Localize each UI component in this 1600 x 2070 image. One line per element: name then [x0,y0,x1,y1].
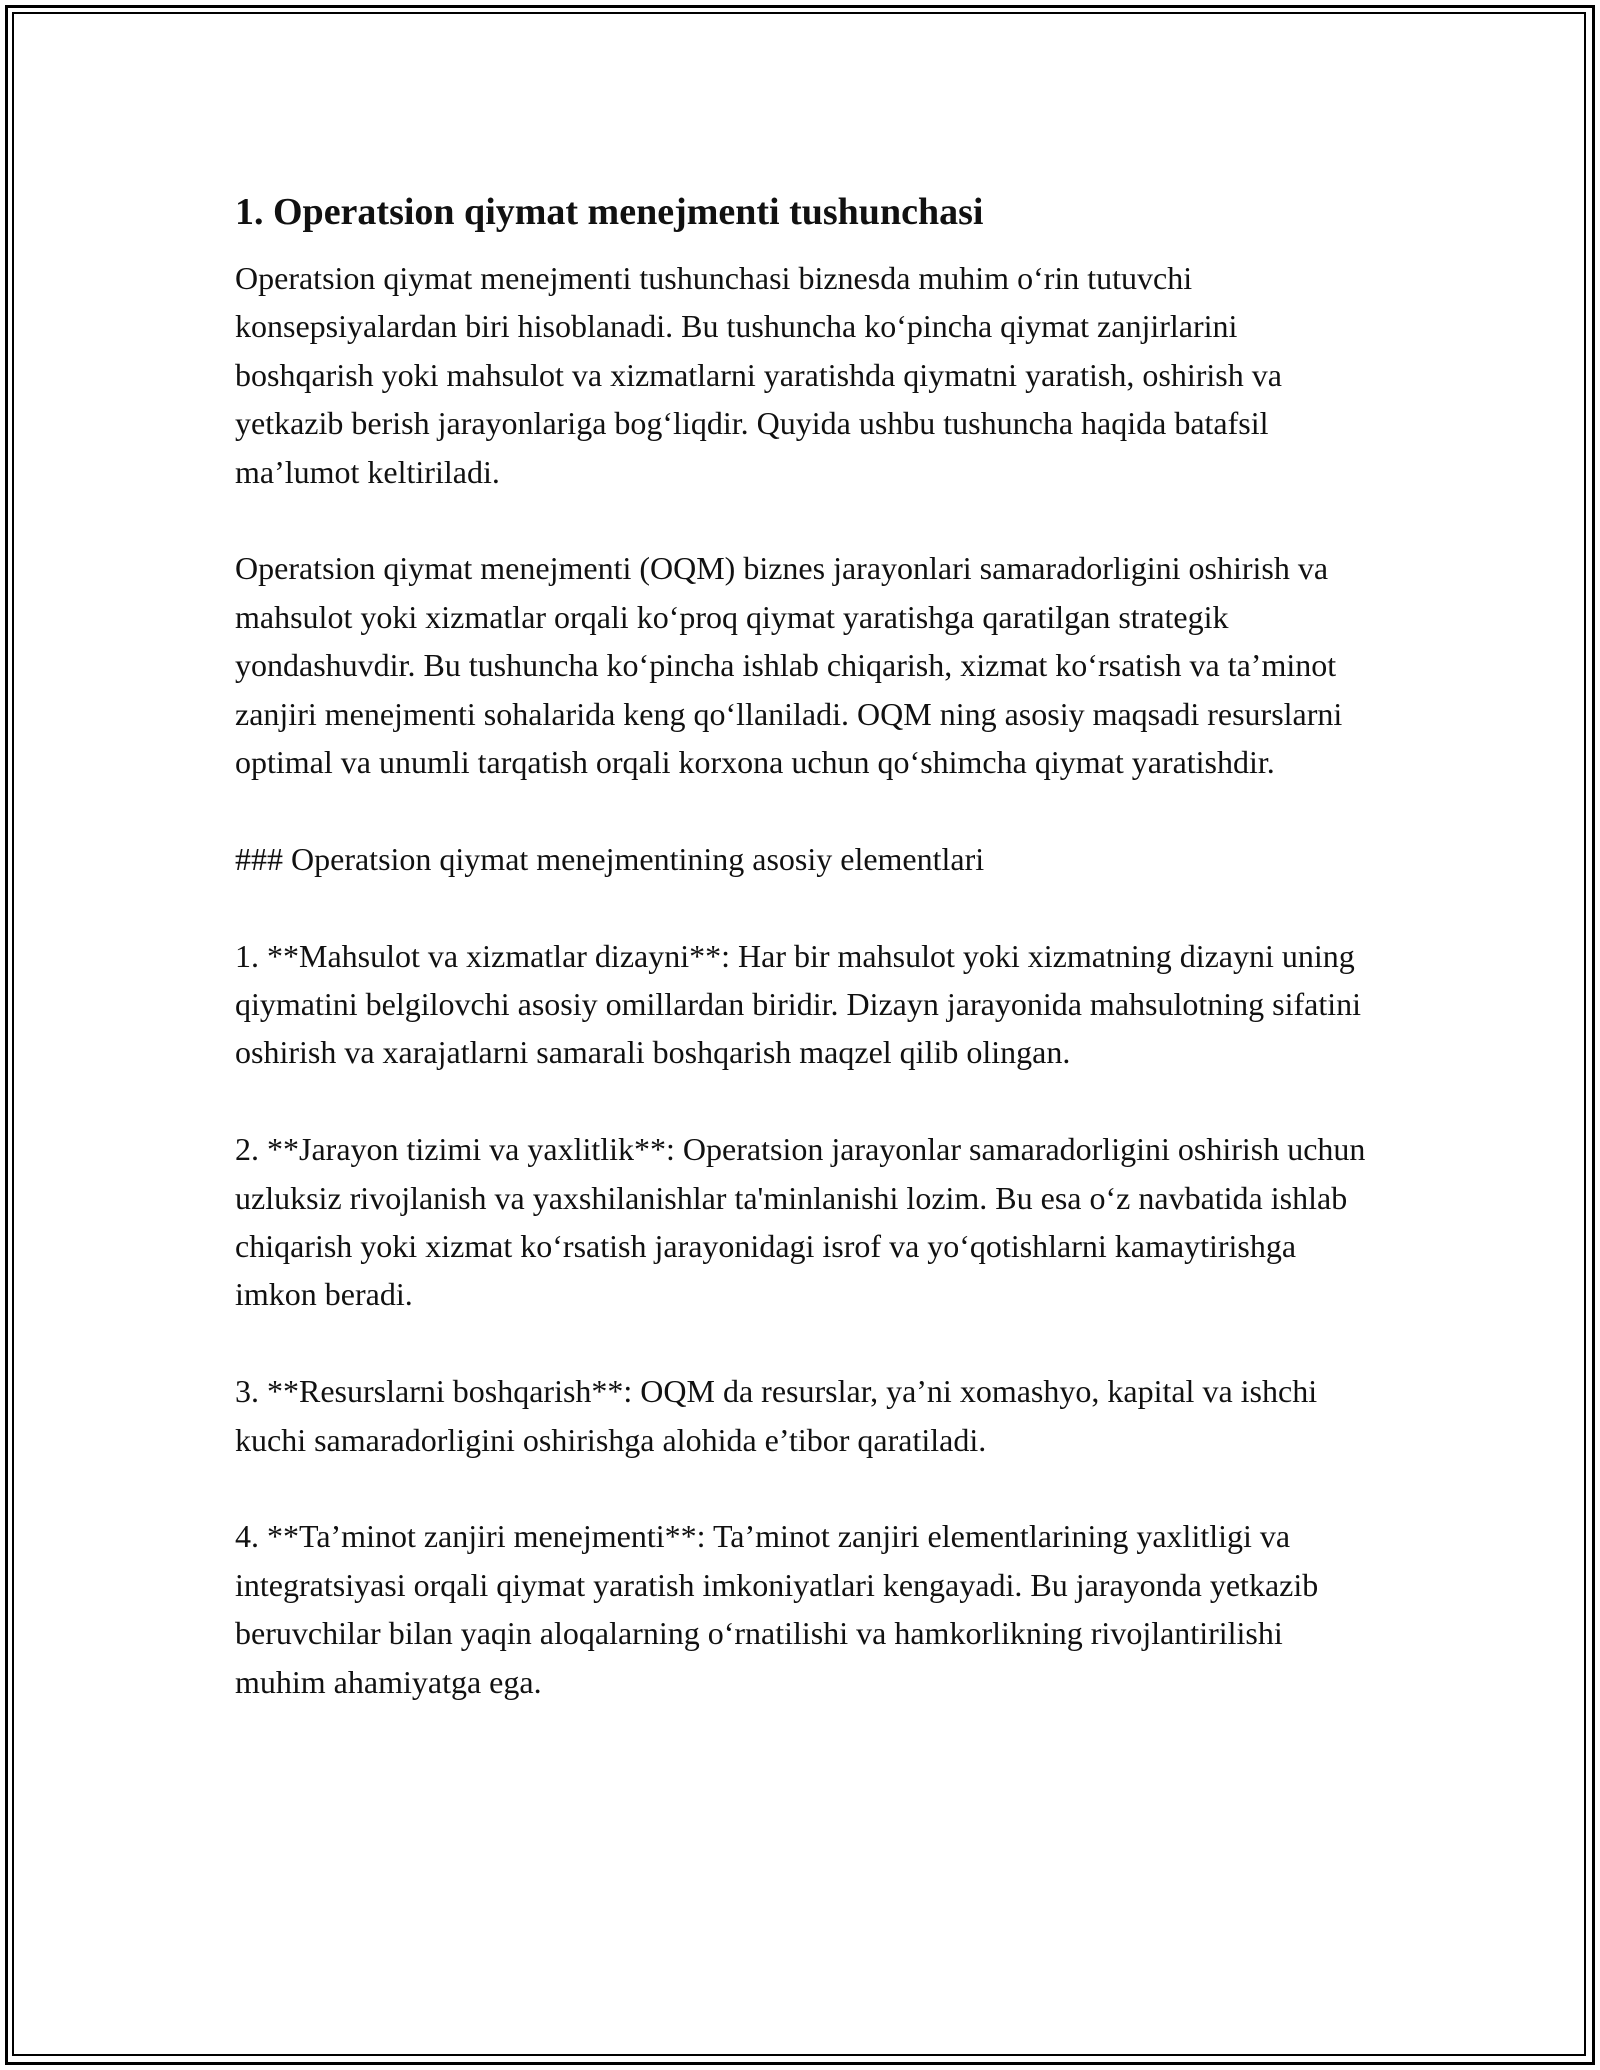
list-item-process-system: 2. **Jarayon tizimi va yaxlitlik**: Operatsion jarayonlar samaradorligini oshirish uchun uzluksiz rivojlanish va yaxshilanishlar ta'minlanishi lozim. Bu esa o‘z navbatida ishlab chiqarish yoki xizmat ko‘rsatish jarayonidagi isrof va yo‘qotishlarni kamaytirishga imkon beradi. [235,1131,1366,1313]
subheading-paragraph: ### Operatsion qiymat menejmentining asosiy elementlari [235,840,985,877]
list-item-resource-management: 3. **Resurslarni boshqarish**: OQM da resurslar, ya’ni xomashyo, kapital va ishchi kuchi samaradorligini oshirishga alohida e’tibor qaratiladi. [235,1373,1318,1458]
intro-paragraph: Operatsion qiymat menejmenti tushunchasi biznesda muhim o‘rin tutuvchi konsepsiyalardan biri hisoblanadi. Bu tushuncha ko‘pincha qiymat zanjirlarini boshqarish yoki mahsulot va xizmatlarni yaratishda qiymatni yaratish, oshirish va yetkazib berish jarayonlariga bog‘liqdir. Quyida ushbu tushuncha haqida batafsil ma’lumot keltiriladi. [235,260,1282,490]
section-heading: 1. Operatsion qiymat menejmenti tushunchasi [235,191,984,233]
document-body [235,186,1370,1754]
list-item-supply-chain: 4. **Ta’minot zanjiri menejmenti**: Ta’minot zanjiri elementlarining yaxlitligi va integratsiyasi orqali qiymat yaratish imkoniyatlari kengayadi. Bu jarayonda yetkazib beruvchilar bilan yaqin aloqalarning o‘rnatilishi va hamkorlikning rivojlantirilishi muhim ahamiyatga ega. [235,1518,1319,1700]
list-item-product-design: 1. **Mahsulot va xizmatlar dizayni**: Har bir mahsulot yoki xizmatning dizayni uning qiymatini belgilovchi asosiy omillardan biridir. Dizayn jarayonida mahsulotning sifatini oshirish va xarajatlarni samarali boshqarish maqzel qilib olingan. [235,937,1362,1071]
definition-paragraph: Operatsion qiymat menejmenti (OQM) biznes jarayonlari samaradorligini oshirish va mahsulot yoki xizmatlar orqali ko‘proq qiymat yaratishga qaratilgan strategik yondashuvdir. Bu tushuncha ko‘pincha ishlab chiqarish, xizmat ko‘rsatish va ta’minot zanjiri menejmenti sohalarida keng qo‘llaniladi. OQM ning asosiy maqsadi resurslarni optimal va unumli tarqatish orqali korxona uchun qo‘shimcha qiymat yaratishdir. [235,550,1343,781]
